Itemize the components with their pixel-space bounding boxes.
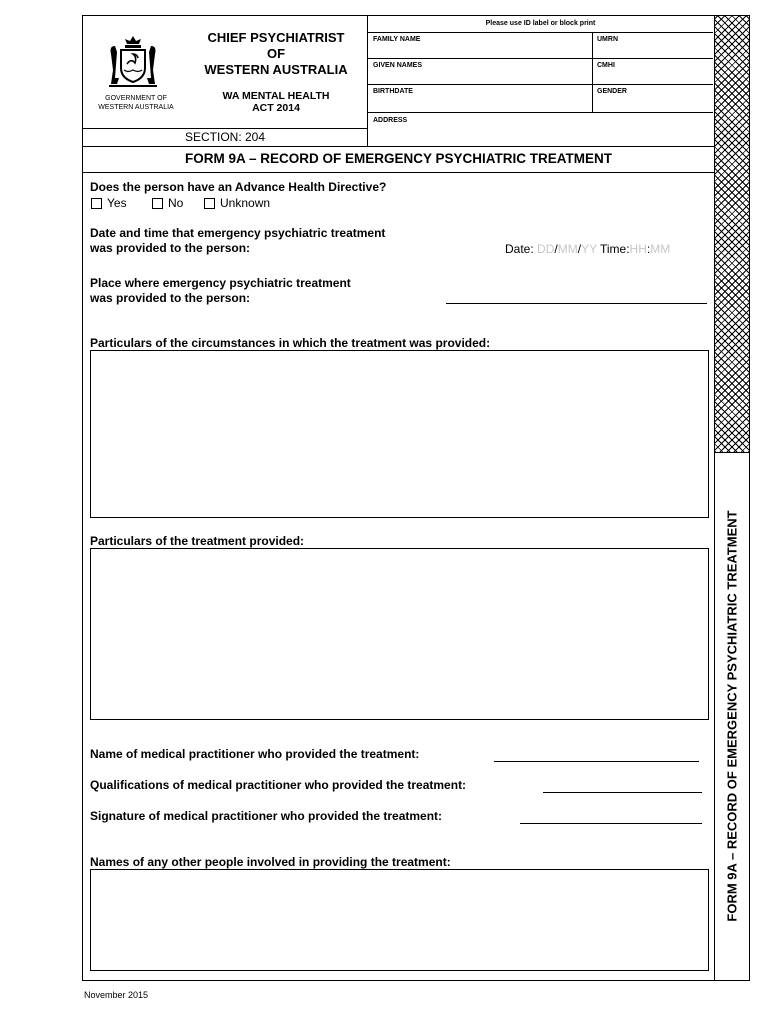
- section-label: SECTION: 204: [83, 128, 367, 146]
- spine-column: [714, 453, 749, 980]
- coat-of-arms-icon: [103, 32, 163, 92]
- date-day[interactable]: DD: [537, 242, 555, 256]
- practitioner-qualifications-label: Qualifications of medical practitioner who provided the treatment:: [90, 778, 467, 792]
- act-title: WA MENTAL HEALTH ACT 2014: [222, 90, 330, 114]
- practitioner-name-field[interactable]: [494, 761, 699, 762]
- time-hour[interactable]: HH: [629, 242, 647, 256]
- spine-title: FORM 9A – RECORD OF EMERGENCY PSYCHIATRIC TREATMENT: [724, 510, 740, 922]
- checkbox-icon[interactable]: [152, 198, 163, 209]
- date-month[interactable]: MM: [557, 242, 578, 256]
- place-field[interactable]: [446, 303, 707, 304]
- ahd-option-yes[interactable]: Yes: [91, 196, 127, 210]
- given-names-row[interactable]: [368, 58, 713, 84]
- datetime-field[interactable]: Date: DD/MM/YY Time:HH:MM: [505, 242, 671, 256]
- treatment-label: Particulars of the treatment provided:: [90, 534, 305, 548]
- patient-id-block: [367, 16, 714, 146]
- umrn-label: UMRN: [597, 36, 618, 43]
- header-agency: [83, 16, 367, 129]
- address-label: ADDRESS: [373, 117, 408, 124]
- others-label: Names of any other people involved in providing the treatment:: [90, 855, 451, 869]
- form-page: [82, 15, 750, 981]
- ahd-option-no[interactable]: No: [152, 196, 183, 210]
- agency-title: CHIEF PSYCHIATRIST OF WESTERN AUSTRALIA: [204, 30, 348, 77]
- hatched-margin: [714, 16, 749, 453]
- given-names-label: GIVEN NAMES: [373, 62, 423, 69]
- id-divider: [592, 32, 593, 112]
- datetime-question: Date and time that emergency psychiatric treatment was provided to the person:: [90, 226, 386, 255]
- ahd-question: Does the person have an Advance Health Directive?: [90, 180, 387, 194]
- practitioner-qualifications-field[interactable]: [543, 792, 702, 793]
- gender-label: GENDER: [597, 88, 627, 95]
- cmhi-label: CMHI: [597, 62, 615, 69]
- ahd-option-unknown[interactable]: Unknown: [204, 196, 270, 210]
- place-question: Place where emergency psychiatric treatment was provided to the person:: [90, 276, 351, 305]
- treatment-box[interactable]: [90, 548, 709, 720]
- others-box[interactable]: [90, 869, 709, 971]
- birthdate-label: BIRTHDATE: [373, 88, 413, 95]
- family-name-row[interactable]: [368, 32, 713, 58]
- footer-date: November 2015: [84, 990, 149, 1000]
- checkbox-icon[interactable]: [91, 198, 102, 209]
- circumstances-box[interactable]: [90, 350, 709, 518]
- checkbox-icon[interactable]: [204, 198, 215, 209]
- practitioner-name-label: Name of medical practitioner who provided the treatment:: [90, 747, 420, 761]
- practitioner-signature-field[interactable]: [520, 823, 702, 824]
- government-label: GOVERNMENT OF WESTERN AUSTRALIA: [98, 95, 174, 111]
- circumstances-label: Particulars of the circumstances in which the treatment was provided:: [90, 336, 491, 350]
- practitioner-signature-label: Signature of medical practitioner who provided the treatment:: [90, 809, 443, 823]
- id-note: Please use ID label or block print: [485, 20, 596, 27]
- time-minute[interactable]: MM: [650, 242, 671, 256]
- birthdate-row[interactable]: [368, 84, 713, 112]
- address-row[interactable]: [368, 112, 713, 146]
- date-year[interactable]: YY: [581, 242, 597, 256]
- form-title: FORM 9A – RECORD OF EMERGENCY PSYCHIATRIC TREATMENT: [83, 146, 714, 173]
- family-name-label: FAMILY NAME: [373, 36, 421, 43]
